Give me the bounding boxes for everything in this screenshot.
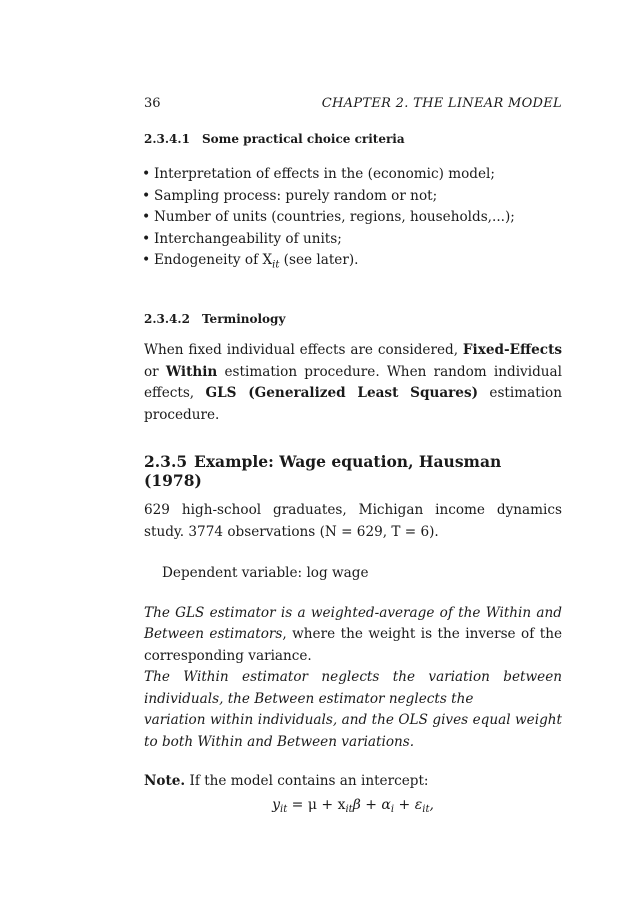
section-title: Example: Wage equation, Hausman (1978) [144, 452, 502, 491]
page-number: 36 [144, 96, 161, 111]
dependent-variable: Dependent variable: log wage [162, 565, 369, 582]
criteria-list [144, 164, 562, 276]
list-item-tail: (see later). [279, 252, 359, 268]
subscript: it [280, 803, 288, 815]
subscript: i [390, 803, 395, 815]
page-header [144, 96, 562, 116]
eq-term: y [272, 796, 280, 813]
list-item: • Interchangeability of units; [144, 229, 562, 251]
chapter-title: CHAPTER 2. THE LINEAR MODEL [321, 96, 562, 111]
list-item-text: Endogeneity of X [154, 252, 273, 268]
subsection-title: Terminology [202, 312, 286, 327]
eq-term: + ε [394, 796, 423, 813]
list-item: • Sampling process: purely random or not; [144, 186, 562, 208]
within-paragraph: The Within estimator neglects the variation between individuals, the Between estimator neglects the [144, 669, 562, 707]
terminology-paragraph [144, 340, 562, 426]
note-text: If the model contains an intercept: [185, 773, 429, 790]
subsection-title: Some practical choice criteria [202, 132, 405, 146]
note-label: Note. [144, 773, 186, 790]
text: estimation procedure. [144, 385, 562, 423]
list-item: • Interpretation of effects in the (economic) model; [144, 164, 562, 186]
italic-text: The GLS estimator is a weighted-average of the Within and Between estimators [144, 604, 562, 643]
section-heading [144, 452, 562, 490]
eq-term: , [429, 796, 434, 813]
eq-term: β + α [352, 796, 391, 813]
subscript: it [272, 259, 280, 271]
subsection-heading-criteria [144, 132, 562, 146]
list-item [144, 250, 562, 276]
subscript: it [422, 803, 430, 815]
gls-paragraph [144, 603, 562, 668]
note-paragraph [144, 771, 562, 793]
bold-term: Within [165, 363, 218, 380]
text: or [144, 363, 166, 380]
subsection-number: 2.3.4.2 [144, 312, 190, 327]
section-number: 2.3.5 [144, 452, 188, 472]
variation-paragraph: variation within individuals, and the OLS gives equal weight to both Within and Between variations. [144, 712, 562, 750]
bold-term: GLS (Generalized Least Squares) [205, 385, 479, 402]
page [144, 96, 562, 815]
text: When fixed individual effects are considered, [144, 342, 463, 359]
equation [144, 797, 562, 815]
subscript: it [345, 803, 353, 815]
subsection-number: 2.3.4.1 [144, 132, 190, 146]
eq-term: = μ + x [287, 796, 346, 813]
subsection-heading-terminology [144, 312, 562, 326]
list-item: • Number of units (countries, regions, households,...); [144, 207, 562, 229]
example-paragraph: 629 high-school graduates, Michigan income dynamics study. 3774 observations (N = 629, T = 6). [144, 502, 562, 540]
text: , where the weight is the inverse of the corresponding variance. [144, 626, 562, 664]
bold-term: Fixed-Effects [462, 342, 562, 359]
text: estimation procedure. When random individual effects, [144, 363, 562, 402]
